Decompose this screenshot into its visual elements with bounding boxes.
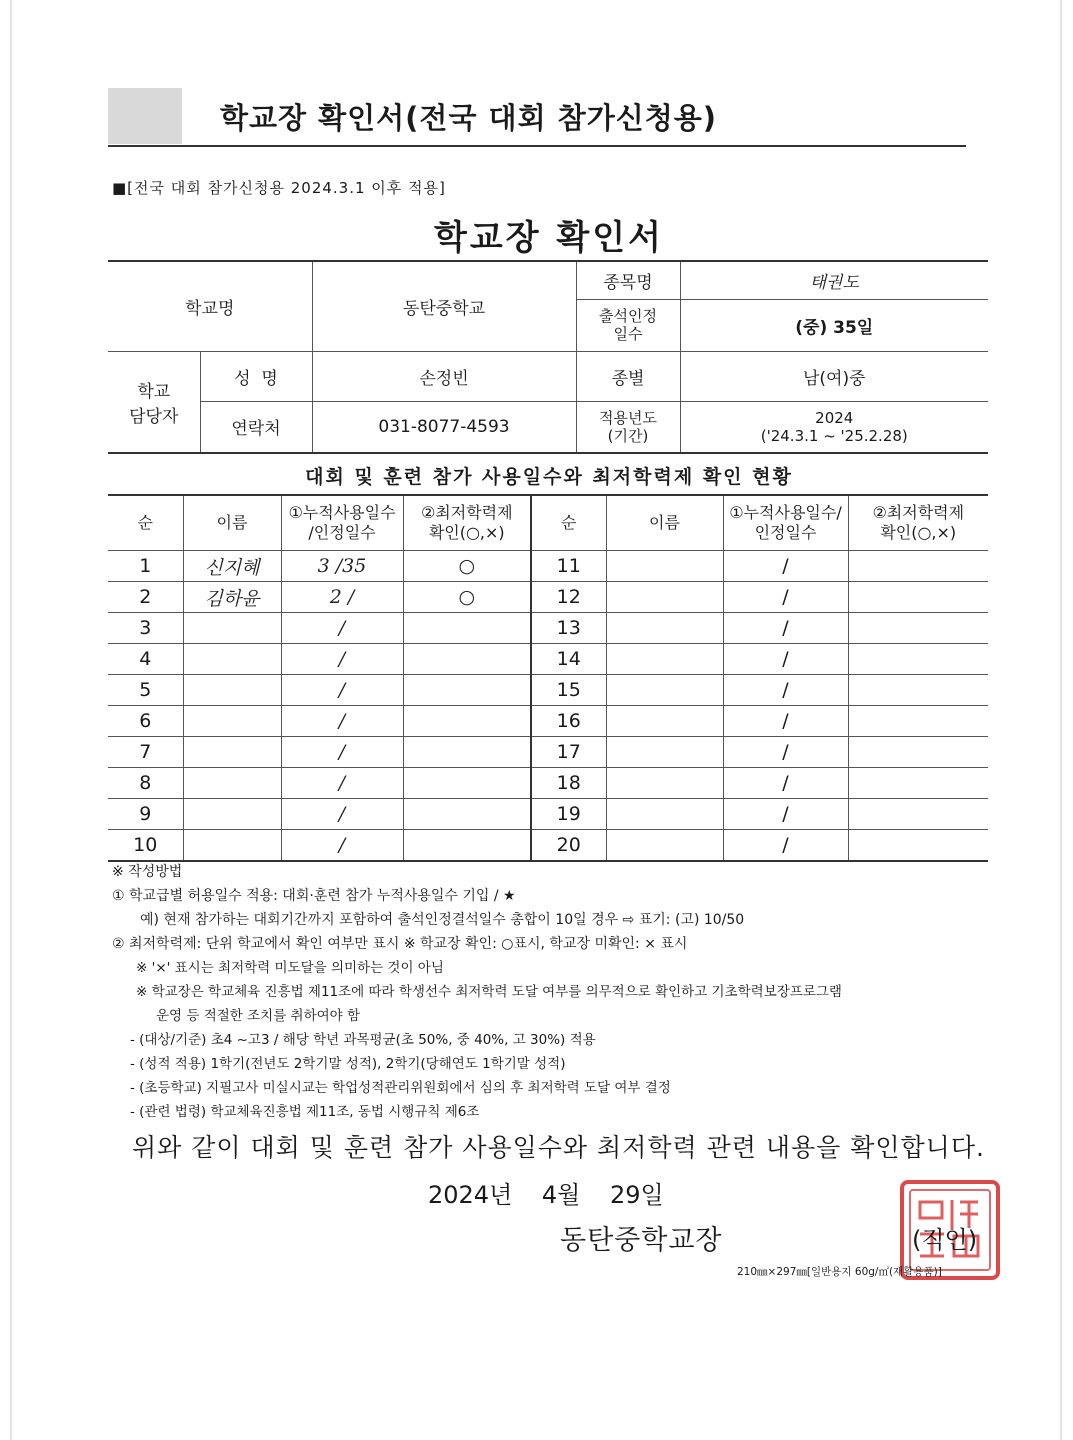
header-rule [108,145,966,147]
academic-check [403,737,531,768]
academic-check-right [848,706,988,737]
days-used-right: / [723,582,848,613]
student-name-right [606,613,723,644]
header-name: 이름 [183,495,281,551]
table-row [108,675,988,706]
attendance-days-label: 출석인정 일수 [576,299,680,351]
seal-label: (직인) [912,1226,978,1254]
table-row [108,582,988,613]
attendance-days-value: (중) 35일 [680,299,988,351]
student-name [183,613,281,644]
row-no: 4 [108,644,183,675]
row-no-right: 16 [531,706,606,737]
header-days-right: ①누적사용일수/ 인정일수 [723,495,848,551]
manager-name-value: 손정빈 [312,351,576,401]
row-no-right: 12 [531,582,606,613]
note-2b-cont: 운영 등 적절한 조치를 취하여야 함 [156,1008,361,1024]
participation-roster-table [108,494,988,862]
academic-check [403,644,531,675]
days-used-right: / [723,830,848,862]
issue-date: 2024년 4월 29일 [428,1181,664,1209]
note-dash-3: - (초등학교) 지필고사 미실시교는 학업성적관리위원회에서 심의 후 최저학력 도달 여부 결정 [130,1080,671,1096]
academic-check-right [848,613,988,644]
academic-check [403,768,531,799]
note-2b: ※ 학교장은 학교체육 진흥법 제11조에 따라 학생선수 최저학력 도달 여부를 의무적으로 확인하고 기초학력보장프로그램 [136,984,842,1000]
academic-check [403,706,531,737]
manager-label: 학교 담당자 [108,351,200,453]
student-name: 김하윤 [183,582,281,613]
header-check-right: ②최저학력제 확인(○,×) [848,495,988,551]
form-applicability-note: ■[전국 대회 참가신청용 2024.3.1 이후 적용] [112,179,446,197]
contact-value: 031-8077-4593 [312,401,576,453]
days-used-right: / [723,768,848,799]
academic-check-right [848,675,988,706]
gender-label: 종별 [576,351,680,401]
student-name-right [606,551,723,582]
student-name [183,675,281,706]
academic-check [403,830,531,862]
student-name-right [606,768,723,799]
table-row [108,644,988,675]
paper-spec: 210㎜×297㎜[일반용지 60g/㎡(재활용품)] [737,1266,942,1278]
row-no-right: 13 [531,613,606,644]
school-name-label: 학교명 [108,261,312,351]
note-dash-4: - (관련 법령) 학교체육진흥법 제11조, 동법 시행규칙 제6조 [130,1104,480,1120]
student-name-right [606,582,723,613]
instructions [112,860,1012,1124]
row-no: 7 [108,737,183,768]
note-dash-2: - (성적 적용) 1학기(전년도 2학기말 성적), 2학기(당해연도 1학기말 성적) [130,1056,566,1072]
student-name [183,830,281,862]
academic-check [403,675,531,706]
academic-check-right [848,737,988,768]
row-no: 6 [108,706,183,737]
days-used: / [281,768,403,799]
row-no: 10 [108,830,183,862]
year-value: 2024 ('24.3.1 ~ '25.2.28) [680,401,988,453]
table-row [108,830,988,862]
row-no-right: 11 [531,551,606,582]
days-used-right: / [723,613,848,644]
student-name: 신지혜 [183,551,281,582]
signer-name: 동탄중학교장 [560,1225,723,1256]
sport-value: 태권도 [680,261,988,299]
days-used-right: / [723,644,848,675]
manager-name-label: 성 명 [200,351,312,401]
document-title: 학교장 확인서 [434,218,664,258]
days-used: 2 / [281,582,403,613]
gender-value: 남(여)중 [680,351,988,401]
days-used: / [281,613,403,644]
student-name-right [606,830,723,862]
student-name-right [606,675,723,706]
table-row [108,551,988,582]
student-name-right [606,644,723,675]
student-name-right [606,799,723,830]
student-name-right [606,737,723,768]
confirmation-statement: 위와 같이 대회 및 훈련 참가 사용일수와 최저학력 관련 내용을 확인합니다. [132,1133,985,1162]
row-no: 2 [108,582,183,613]
days-used-right: / [723,737,848,768]
row-no-right: 17 [531,737,606,768]
table-row [108,768,988,799]
header-no: 순 [108,495,183,551]
notes-title: ※ 작성방법 [112,864,183,880]
school-name-value: 동탄중학교 [312,261,576,351]
academic-check-right [848,551,988,582]
days-used-right: / [723,799,848,830]
academic-check: ○ [403,582,531,613]
row-no-right: 20 [531,830,606,862]
academic-check-right [848,644,988,675]
row-no: 8 [108,768,183,799]
days-used: / [281,706,403,737]
days-used-right: / [723,706,848,737]
days-used-right: / [723,551,848,582]
note-1: ① 학교급별 허용일수 적용: 대회·훈련 참가 누적사용일수 기입 / ★ [112,888,516,904]
days-used: / [281,830,403,862]
table-row [108,799,988,830]
header-gray-band [108,88,182,144]
row-no-right: 14 [531,644,606,675]
academic-check-right [848,768,988,799]
days-used: / [281,644,403,675]
table-row [108,737,988,768]
note-2a: ※ '×' 표시는 최저학력 미도달을 의미하는 것이 아님 [136,960,444,976]
form-heading: 학교장 확인서(전국 대회 참가신청용) [220,101,718,135]
academic-check-right [848,830,988,862]
academic-check [403,799,531,830]
row-no: 3 [108,613,183,644]
note-dash-1: - (대상/기준) 초4 ~고3 / 해당 학년 과목평균(초 50%, 중 40%, 고 30%) 적용 [130,1032,596,1048]
table-row [108,613,988,644]
row-no-right: 15 [531,675,606,706]
row-no: 1 [108,551,183,582]
row-no-right: 19 [531,799,606,830]
header-days: ①누적사용일수 /인정일수 [281,495,403,551]
days-used: / [281,737,403,768]
academic-check-right [848,582,988,613]
academic-check: ○ [403,551,531,582]
header-no-right: 순 [531,495,606,551]
days-used: 3 /35 [281,551,403,582]
student-name [183,644,281,675]
days-used: / [281,799,403,830]
row-no: 9 [108,799,183,830]
academic-check-right [848,799,988,830]
student-name [183,768,281,799]
school-info-table [108,260,988,454]
row-no: 5 [108,675,183,706]
student-name [183,737,281,768]
header-check: ②최저학력제 확인(○,×) [403,495,531,551]
student-name-right [606,706,723,737]
row-no-right: 18 [531,768,606,799]
sport-label: 종목명 [576,261,680,299]
note-1-example: 예) 현재 참가하는 대회기간까지 포함하여 출석인정결석일수 총합이 10일 경우 ⇨ 표기: (고) 10/50 [140,912,745,928]
note-2: ② 최저학력제: 단위 학교에서 확인 여부만 표시 ※ 학교장 확인: ○표시, 학교장 미확인: × 표시 [112,936,688,952]
contact-label: 연락처 [200,401,312,453]
days-used: / [281,675,403,706]
student-name [183,706,281,737]
year-label: 적용년도 (기간) [576,401,680,453]
header-name-right: 이름 [606,495,723,551]
student-name [183,799,281,830]
academic-check [403,613,531,644]
roster-section-title: 대회 및 훈련 참가 사용일수와 최저학력제 확인 현황 [305,466,793,488]
days-used-right: / [723,675,848,706]
table-row [108,706,988,737]
